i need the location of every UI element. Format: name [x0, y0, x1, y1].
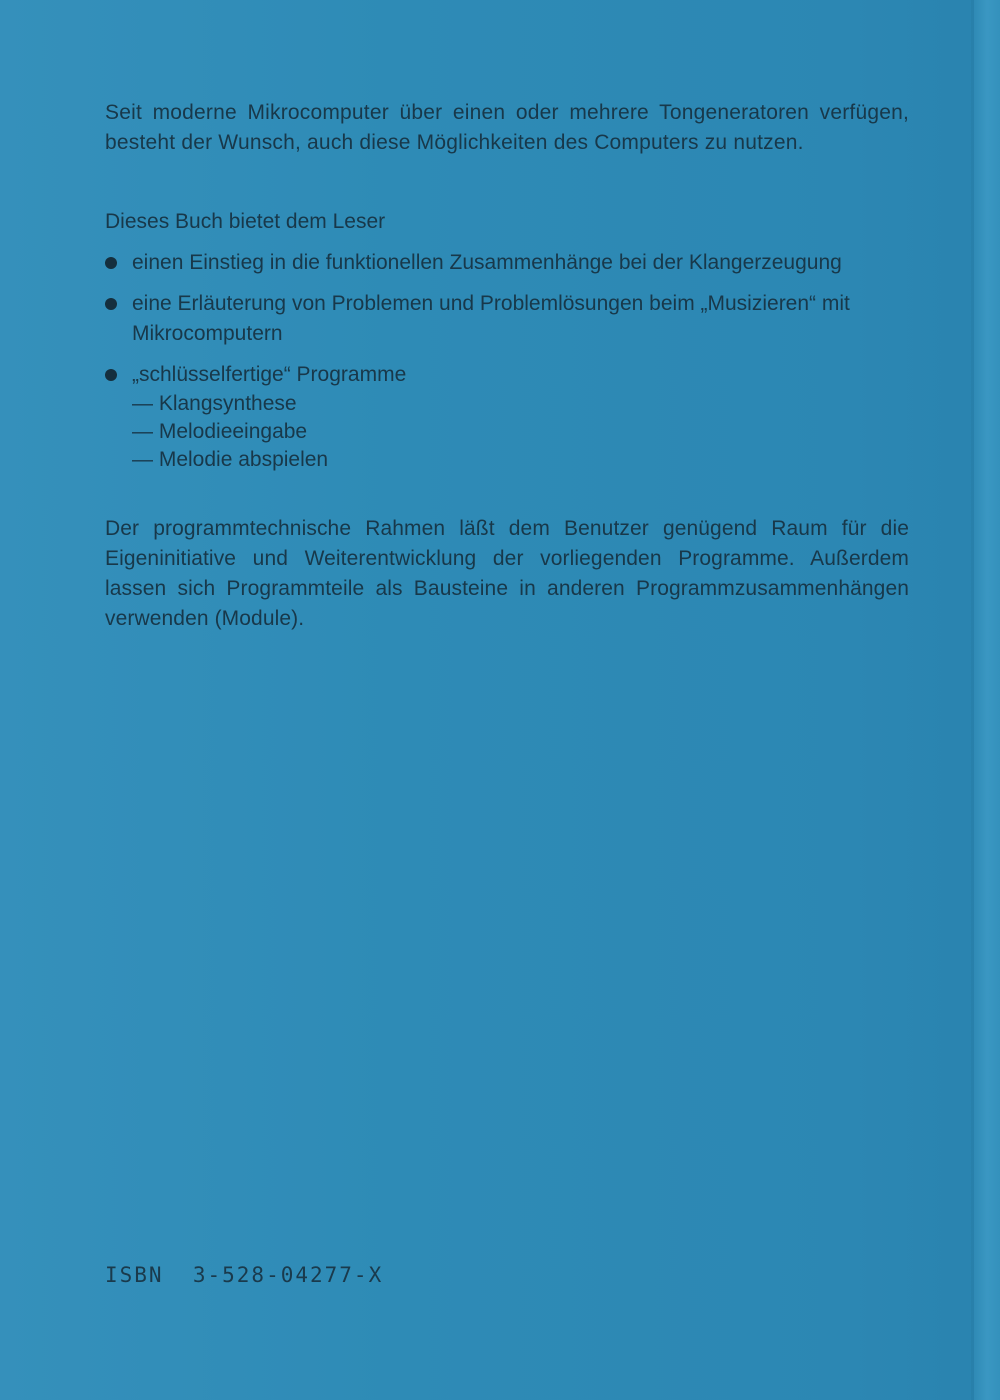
sub-item-melody-input: — Melodieeingabe	[132, 420, 308, 443]
bullet-dot-icon	[105, 257, 117, 269]
lead-sentence: Dieses Buch bietet dem Leser	[105, 210, 386, 233]
bullet-text: einen Einstieg in die funktionellen Zusammenhänge bei der Klangerzeugung	[132, 251, 842, 274]
isbn-number: ISBN 3-528-04277-X	[105, 1263, 384, 1287]
intro-paragraph: Seit moderne Mikrocomputer über einen oder mehrere Tongeneratoren verfügen, besteht der Wunsch, auch diese Möglichkeiten des Computers zu nutzen.	[105, 101, 909, 154]
bullet-dot-icon	[105, 298, 117, 310]
sub-item-sound-synthesis: — Klangsynthese	[132, 392, 297, 415]
spine-edge	[974, 0, 1000, 1400]
bullet-dot-icon	[105, 369, 117, 381]
closing-paragraph: Der programmtechnische Rahmen läßt dem Benutzer genügend Raum für die Eigeninitiative und Weiterentwicklung der vorliegenden Programme. Außerdem lassen sich Programmteile als Bausteine in anderen Programmzusammenhängen verwenden (Module).	[105, 517, 909, 630]
bullet-text: „schlüsselfertige“ Programme	[132, 363, 407, 386]
bullet-text: eine Erläuterung von Problemen und Problemlösungen beim „Musizieren“ mit Mikrocomputern	[132, 292, 850, 345]
sub-item-melody-playback: — Melodie abspielen	[132, 448, 329, 471]
